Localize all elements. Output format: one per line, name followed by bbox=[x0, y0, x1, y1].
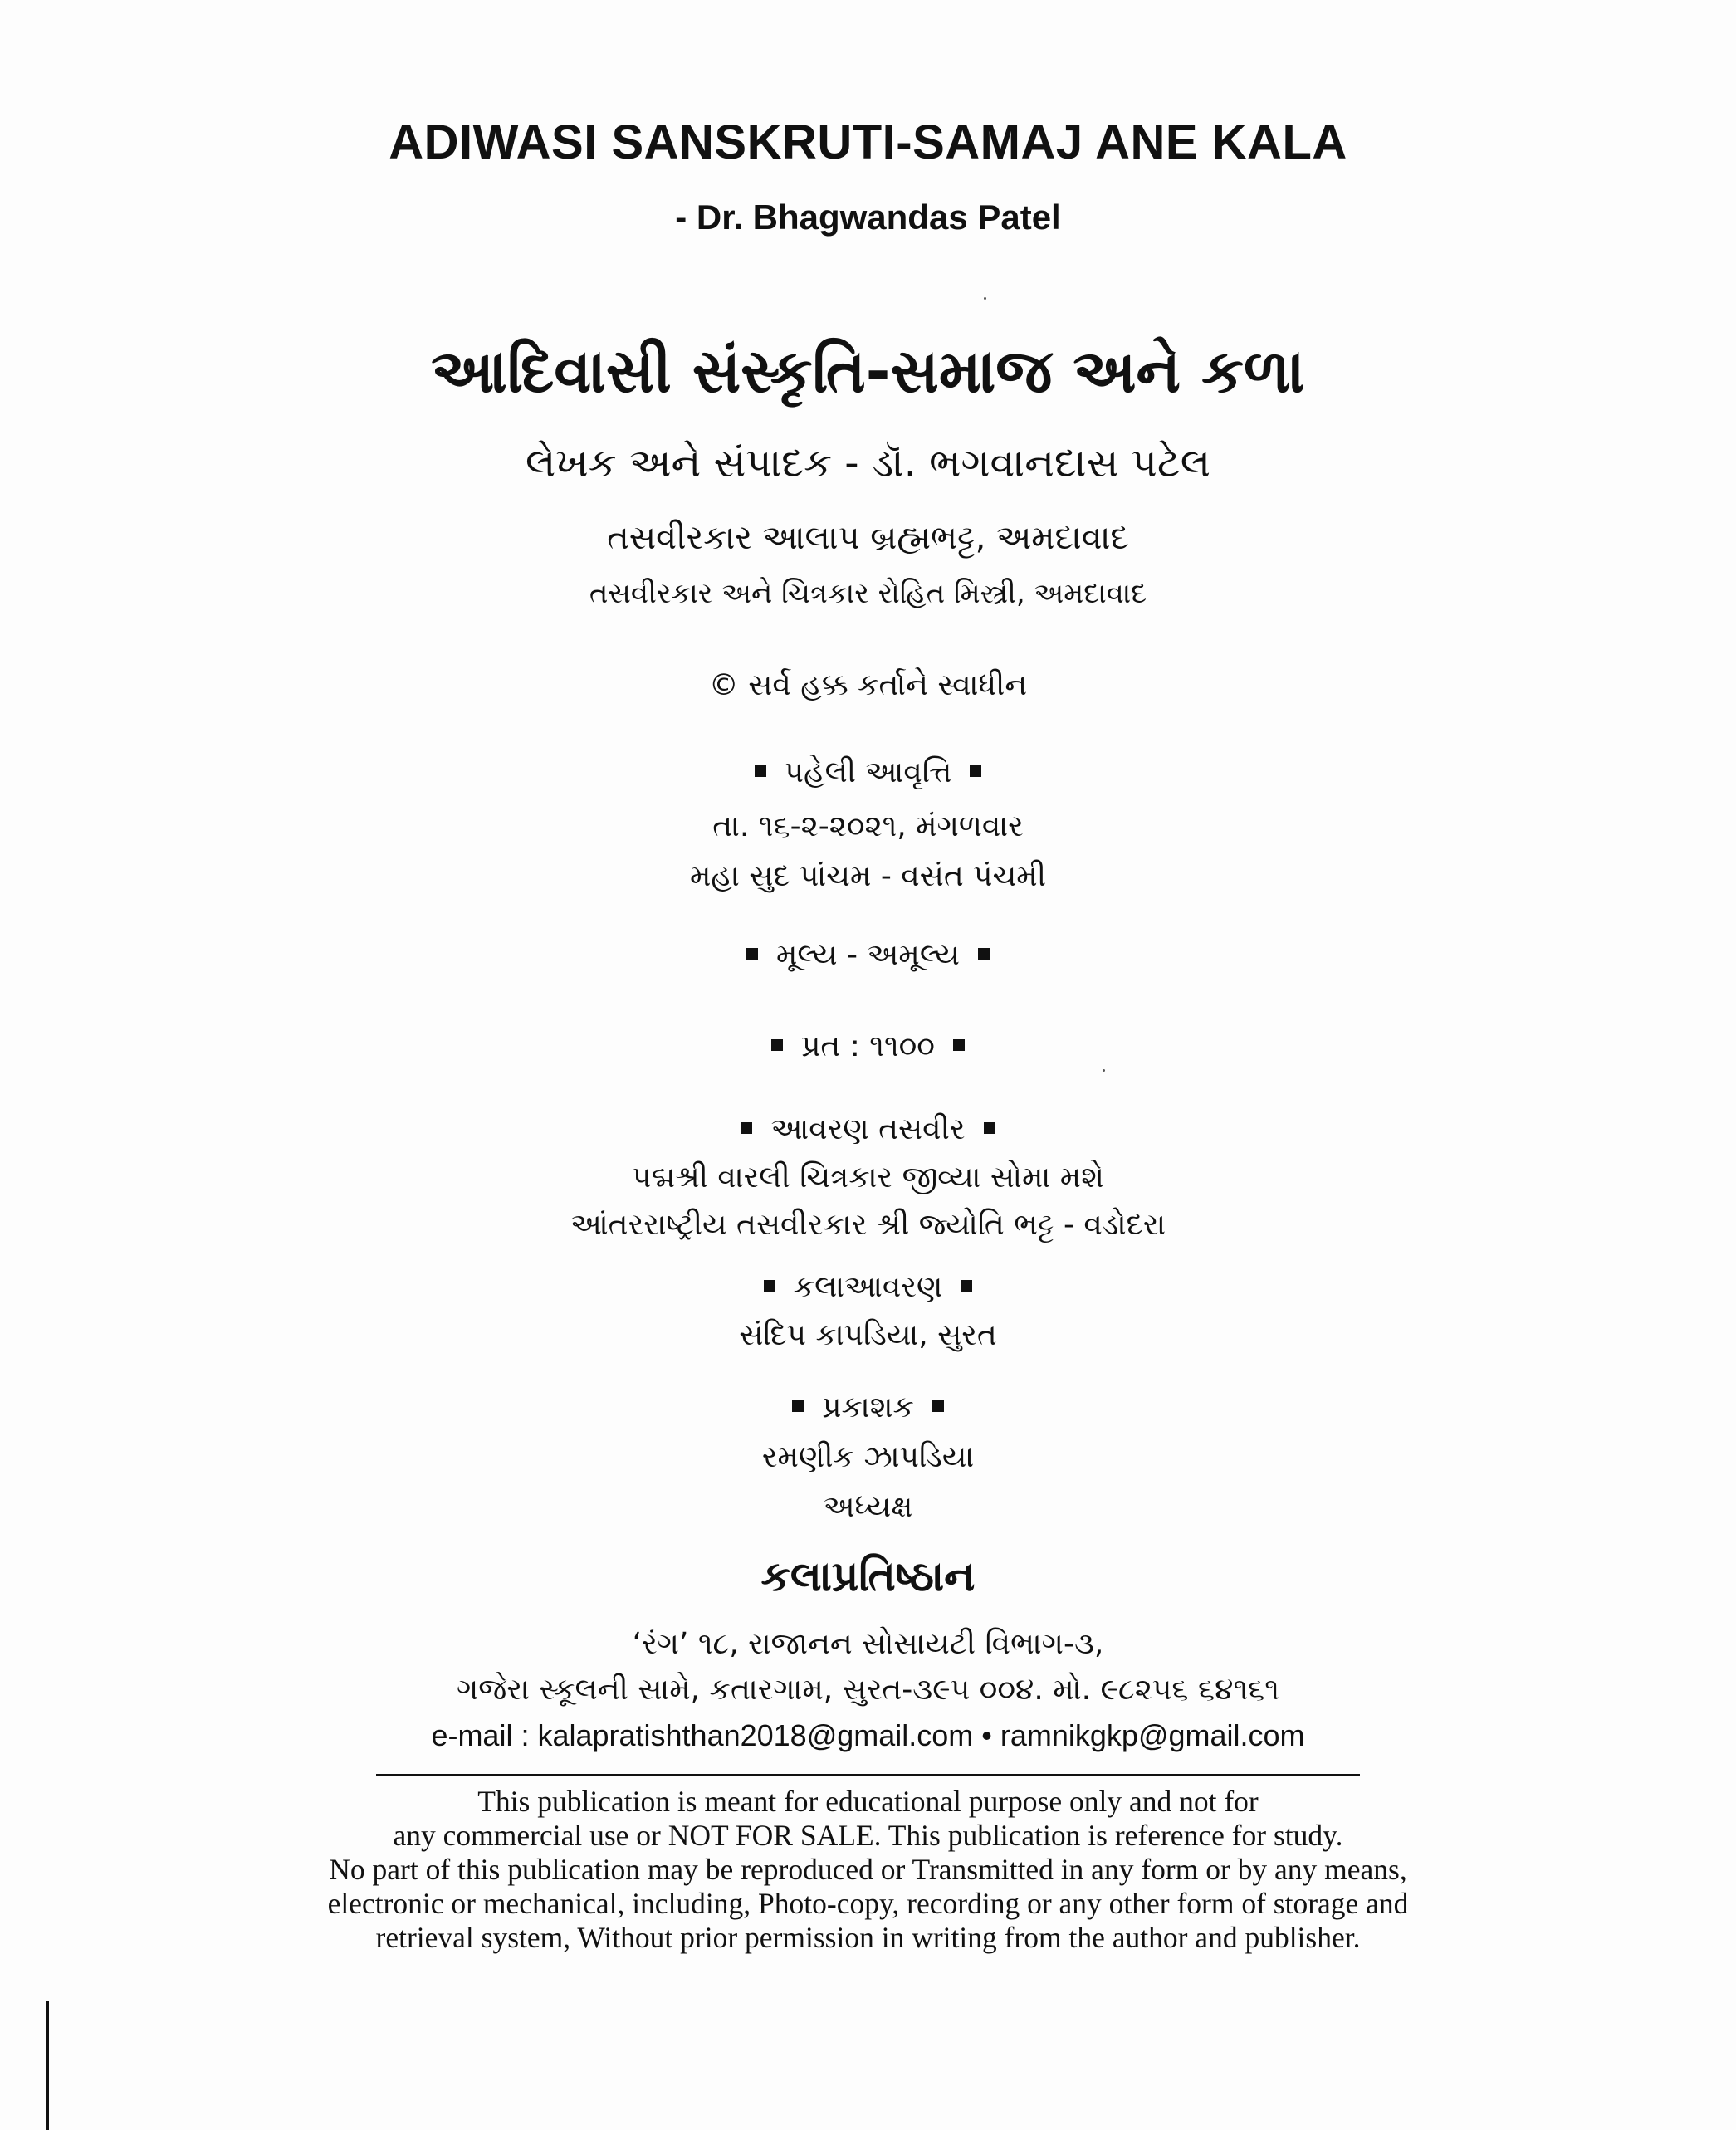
cover-photo-credit-1: પદ્મશ્રી વારલી ચિત્રકાર જીવ્યા સોમા મશે bbox=[632, 1160, 1104, 1194]
cover-art-credit: સંદિપ કાપડિયા, સુરત bbox=[739, 1318, 997, 1352]
disclaimer-line: any commercial use or NOT FOR SALE. This publication is reference for study. bbox=[393, 1819, 1343, 1852]
bullet-square-icon bbox=[953, 1039, 965, 1051]
bullet-square-icon bbox=[764, 1280, 775, 1292]
publisher-heading-text: પ્રકાશક bbox=[822, 1390, 914, 1424]
publisher-organization: કલાપ્રતિષ્ઠાન bbox=[760, 1552, 976, 1600]
publisher-role: અધ્યક્ષ bbox=[823, 1490, 913, 1524]
bullet-square-icon bbox=[755, 765, 766, 777]
bullet-square-icon bbox=[970, 765, 981, 777]
bullet-square-icon bbox=[978, 948, 990, 960]
photographer-line-1: તસવીરકાર આલાપ બ્રહ્મભટ્ટ, અમદાવાદ bbox=[607, 519, 1129, 557]
gujarati-author-editor: લેખક અને સંપાદક - ડૉ. ભગવાનદાસ પટેલ bbox=[525, 440, 1211, 486]
bullet-square-icon bbox=[746, 948, 758, 960]
copyright-notice: © સર્વ હક્ક કર્તાને સ્વાધીન bbox=[708, 668, 1028, 702]
price-heading bbox=[0, 938, 1736, 973]
bullet-square-icon bbox=[741, 1122, 752, 1134]
scan-speck bbox=[984, 297, 986, 300]
english-author: - Dr. Bhagwandas Patel bbox=[675, 198, 1061, 237]
disclaimer-line: No part of this publication may be reproduced or Transmitted in any form or by any means, bbox=[329, 1853, 1407, 1886]
bullet-square-icon bbox=[771, 1039, 783, 1051]
bullet-square-icon bbox=[984, 1122, 995, 1134]
edition-date: તા. ૧૬-૨-૨૦૨૧, મંગળવાર bbox=[712, 809, 1024, 843]
edition-tithi: મહા સુદ પાંચમ - વસંત પંચમી bbox=[689, 859, 1047, 893]
bullet-square-icon bbox=[932, 1400, 944, 1412]
cover-art-heading bbox=[0, 1270, 1736, 1305]
publisher-email: e-mail : kalapratishthan2018@gmail.com • ramnikgkp@gmail.com bbox=[431, 1718, 1305, 1752]
disclaimer-line: electronic or mechanical, including, Photo-copy, recording or any other form of storage and bbox=[327, 1887, 1409, 1920]
publisher-address-1: ‘રંગ’ ૧૮, રાજાનન સોસાયટી વિભાગ-૩, bbox=[632, 1627, 1104, 1661]
disclaimer-line: This publication is meant for educational purpose only and not for bbox=[477, 1785, 1259, 1818]
publisher-heading bbox=[0, 1390, 1736, 1425]
price-text: મૂલ્ય - અમૂલ્ય bbox=[775, 938, 961, 972]
copies-text: પ્રત : ૧૧૦૦ bbox=[801, 1029, 935, 1063]
cover-photo-heading-text: આવરણ તસવીર bbox=[770, 1112, 966, 1146]
scan-edge-mark bbox=[46, 2001, 49, 2130]
copies-heading bbox=[0, 1029, 1736, 1064]
edition-heading bbox=[0, 755, 1736, 790]
english-title: ADIWASI SANSKRUTI-SAMAJ ANE KALA bbox=[389, 115, 1347, 169]
publisher-name: રમણીક ઝાપડિયા bbox=[761, 1440, 975, 1474]
cover-photo-credit-2: આંતરરાષ્ટ્રીય તસવીરકાર શ્રી જ્યોતિ ભટ્ટ - વડોદરા bbox=[570, 1208, 1166, 1242]
cover-photo-heading bbox=[0, 1112, 1736, 1147]
photographer-line-2: તસવીરકાર અને ચિત્રકાર રોહિત મિસ્ત્રી, અમદાવાદ bbox=[589, 577, 1147, 610]
bullet-square-icon bbox=[792, 1400, 804, 1412]
cover-art-heading-text: કલાઆવરણ bbox=[793, 1270, 943, 1304]
gujarati-title: આદિવાસી સંસ્કૃતિ-સમાજ અને કળા bbox=[431, 336, 1305, 406]
publisher-address-2: ગજેરા સ્કૂલની સામે, કતારગામ, સુરત-૩૯૫ ૦૦૪. મો. ૯૮૨૫૬ ૬૪૧૬૧ bbox=[457, 1673, 1279, 1707]
bullet-square-icon bbox=[961, 1280, 972, 1292]
divider-rule bbox=[376, 1774, 1360, 1776]
edition-heading-text: પહેલી આવૃત્તિ bbox=[784, 755, 952, 789]
scan-speck bbox=[1103, 1069, 1105, 1072]
disclaimer-line: retrieval system, Without prior permission in writing from the author and publisher. bbox=[375, 1921, 1361, 1954]
